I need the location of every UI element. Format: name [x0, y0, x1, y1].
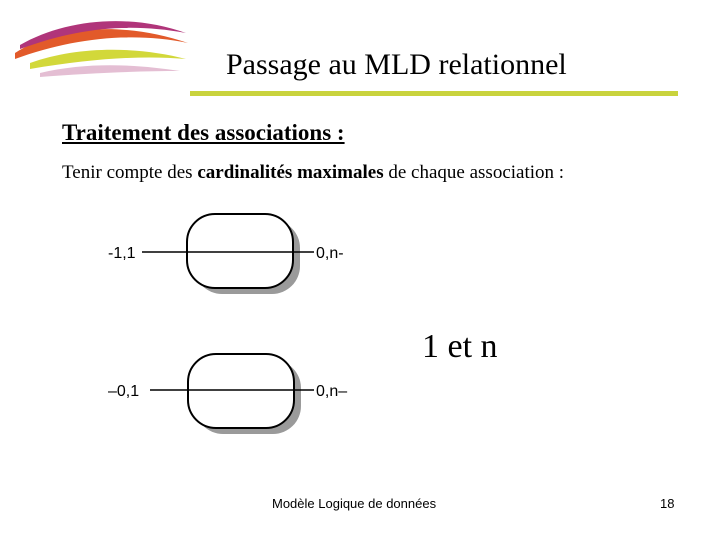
association-2-left-cardinality: –0,1	[108, 383, 140, 400]
association-2	[108, 354, 347, 434]
association-2-right-cardinality: 0,n–	[316, 383, 348, 400]
association-1	[108, 214, 344, 294]
intro-sentence	[62, 162, 564, 184]
slide-title: Passage au MLD relationnel	[226, 48, 567, 81]
intro-text-before: Tenir compte des	[62, 162, 198, 183]
association-1-ellipse	[187, 214, 293, 288]
intro-text-after: de chaque association :	[383, 162, 565, 183]
page-number: 18	[660, 496, 675, 511]
section-heading: Traitement des associations :	[62, 120, 345, 145]
title-underline-rule	[190, 91, 678, 96]
association-diagram	[100, 210, 370, 440]
cardinality-label: 1 et n	[422, 328, 498, 365]
logo-swoosh	[10, 15, 190, 85]
association-1-left-cardinality: -1,1	[108, 245, 136, 262]
association-1-right-cardinality: 0,n-	[316, 245, 344, 262]
footer-text: Modèle Logique de données	[272, 496, 437, 511]
association-2-ellipse	[188, 354, 294, 428]
intro-text-bold: cardinalités maximales	[197, 162, 384, 183]
